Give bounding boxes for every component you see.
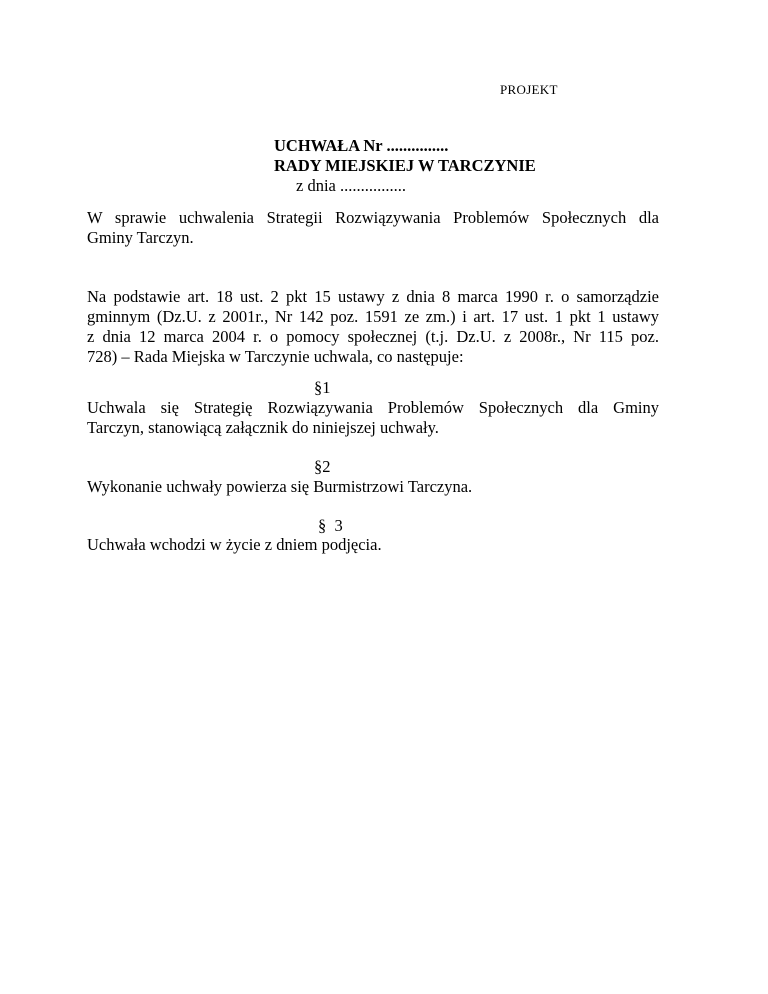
legal-basis-paragraph	[87, 287, 659, 367]
basis-line-4: 728) – Rada Miejska w Tarczynie uchwala, co następuje:	[87, 347, 464, 366]
section-3-mark: § 3	[318, 516, 343, 535]
resolution-date: z dnia ................	[296, 176, 406, 195]
basis-line-1: Na podstawie art. 18 ust. 2 pkt 15 ustawy z dnia 8 marca 1990 r. o samorządzie	[87, 287, 659, 306]
basis-line-3: z dnia 12 marca 2004 r. o pomocy społecznej (t.j. Dz.U. z 2008r., Nr 115 poz.	[87, 327, 659, 346]
section-1-line-2: Tarczyn, stanowiącą załącznik do niniejszej uchwały.	[87, 418, 439, 437]
subject-line-2: Gminy Tarczyn.	[87, 228, 194, 247]
section-2-text	[87, 477, 659, 497]
section-1-mark: §1	[314, 378, 331, 397]
council-name: RADY MIEJSKIEJ W TARCZYNIE	[274, 156, 536, 175]
subject-paragraph	[87, 208, 659, 248]
section-1-text	[87, 398, 659, 438]
section-2-line-1: Wykonanie uchwały powierza się Burmistrzowi Tarczyna.	[87, 477, 473, 496]
section-1-line-1: Uchwala się Strategię Rozwiązywania Problemów Społecznych dla Gminy	[87, 398, 659, 417]
project-label: PROJEKT	[500, 82, 558, 97]
resolution-heading	[274, 136, 536, 196]
section-3-text	[87, 535, 659, 555]
basis-line-2: gminnym (Dz.U. z 2001r., Nr 142 poz. 1591 ze zm.) i art. 17 ust. 1 pkt 1 ustawy	[87, 307, 659, 326]
section-2-mark: §2	[314, 457, 331, 476]
resolution-number: UCHWAŁA Nr ...............	[274, 136, 449, 155]
section-3-line-1: Uchwała wchodzi w życie z dniem podjęcia.	[87, 535, 382, 554]
subject-line-1: W sprawie uchwalenia Strategii Rozwiązywania Problemów Społecznych dla	[87, 208, 659, 227]
